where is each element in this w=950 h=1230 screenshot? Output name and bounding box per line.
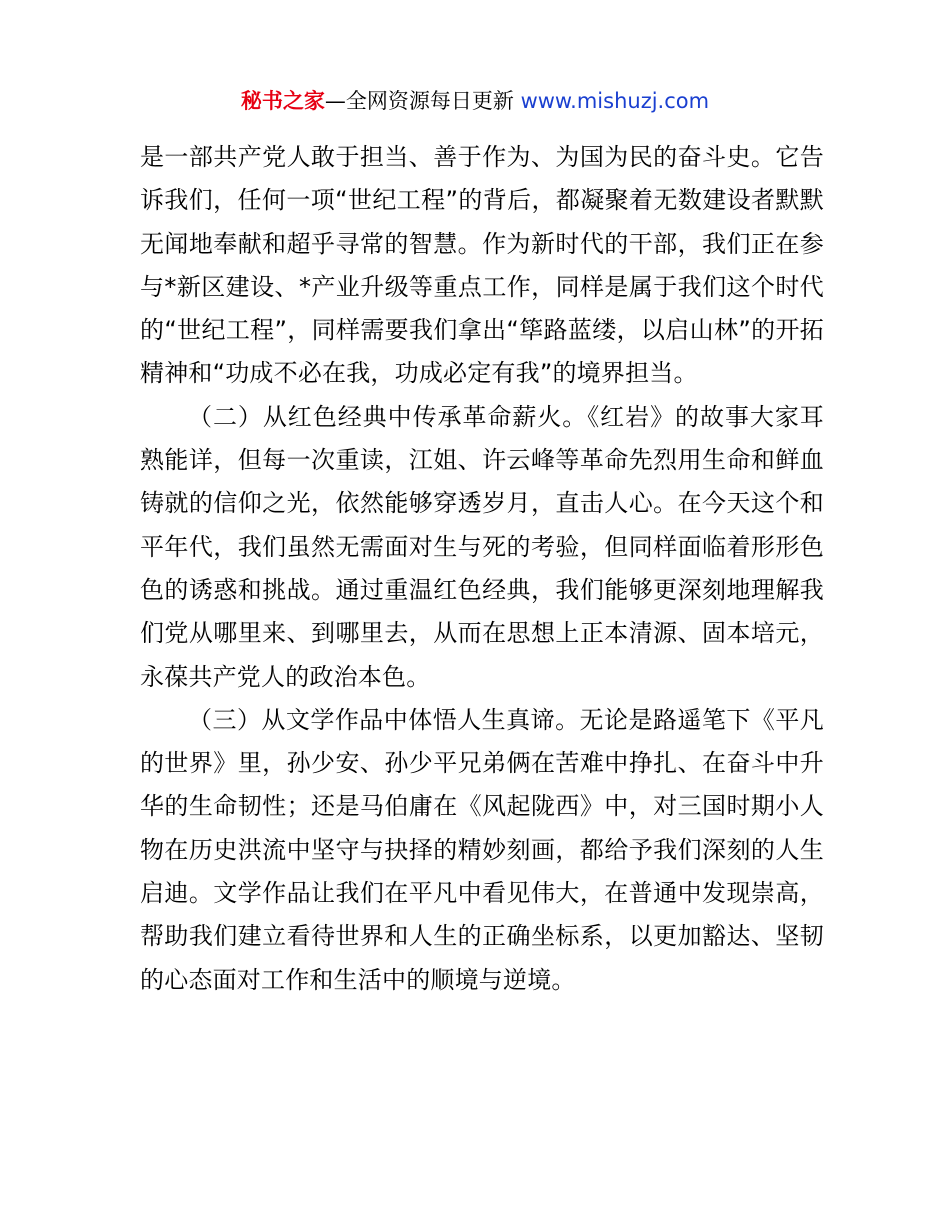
document-body: [140, 136, 824, 1002]
page-header: [0, 86, 950, 116]
header-slogan: —全网资源每日更新: [324, 89, 521, 113]
paragraph-continuation: 是一部共产党人敢于担当、善于作为、为国为民的奋斗史。它告诉我们，任何一项“世纪工程”的背后，都凝聚着无数建设者默默无闻地奉献和超乎寻常的智慧。作为新时代的干部，我们正在参与*新区建设、*产业升级等重点工作，同样是属于我们这个时代的“世纪工程”，同样需要我们拿出“筚路蓝缕，以启山林”的开拓精神和“功成不必在我，功成必定有我”的境界担当。: [140, 143, 824, 388]
header-brand: 秘书之家: [240, 89, 325, 113]
paragraph-section-three: （三）从文学作品中体悟人生真谛。无论是路遥笔下《平凡的世界》里，孙少安、孙少平兄弟俩在苦难中挣扎、在奋斗中升华的生命韧性；还是马伯庸在《风起陇西》中，对三国时期小人物在历史洪流中坚守与抉择的精妙刻画，都给予我们深刻的人生启迪。文学作品让我们在平凡中看见伟大，在普通中发现崇高，帮助我们建立看待世界和人生的正确坐标系，以更加豁达、坚韧的心态面对工作和生活中的顺境与逆境。: [140, 705, 824, 994]
paragraph-section-two: （二）从红色经典中传承革命薪火。《红岩》的故事大家耳熟能详，但每一次重读，江姐、许云峰等革命先烈用生命和鲜血铸就的信仰之光，依然能够穿透岁月，直击人心。在今天这个和平年代，我们虽然无需面对生与死的考验，但同样面临着形形色色的诱惑和挑战。通过重温红色经典，我们能够更深刻地理解我们党从哪里来、到哪里去，从而在思想上正本清源、固本培元，永葆共产党人的政治本色。: [140, 402, 824, 691]
header-url-link[interactable]: www.mishuzj.com: [520, 89, 710, 113]
